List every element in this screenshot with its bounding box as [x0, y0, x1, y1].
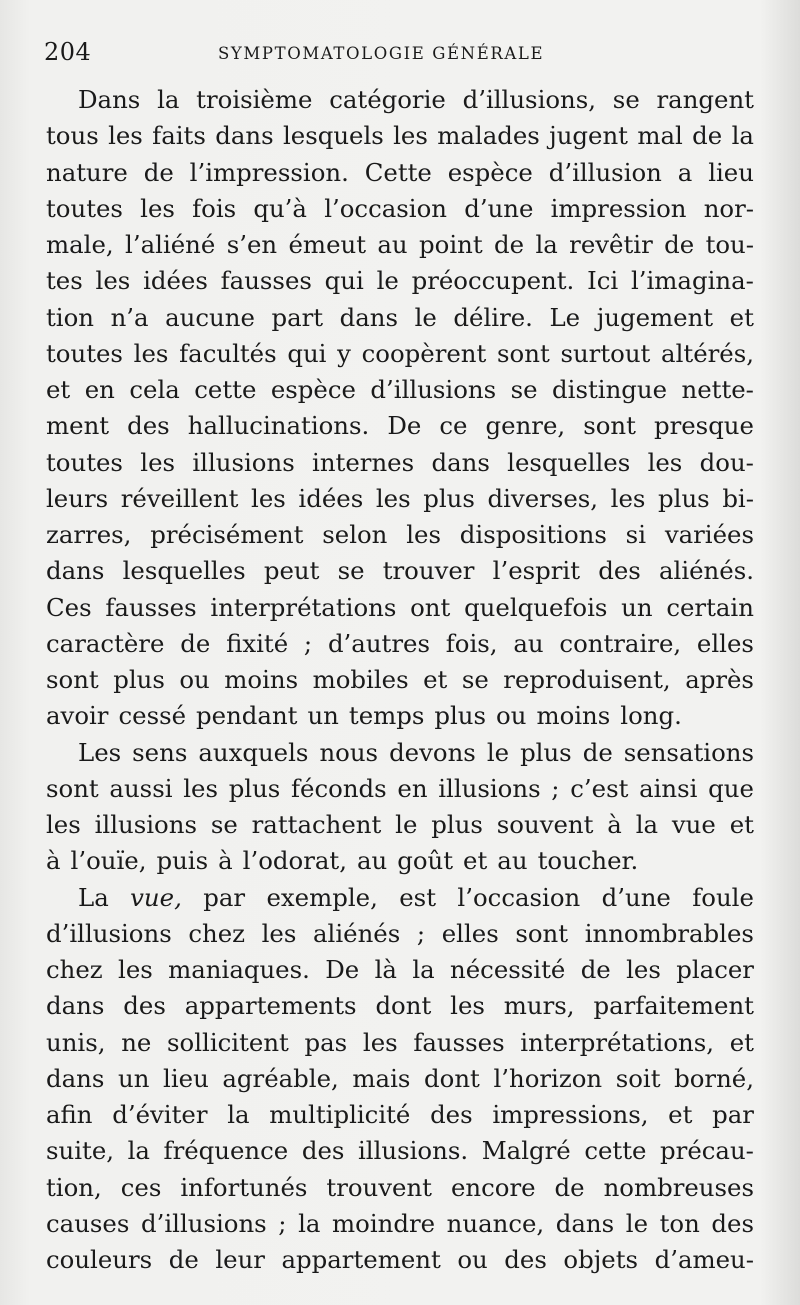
text-line: afin d’éviter la multiplicité des impressions, et par	[46, 1100, 754, 1129]
text-line: caractère de fixité ; d’autres fois, au contraire, elles	[46, 628, 754, 658]
text-line: tes les idées fausses qui le préoccupent. Ici l’imagina-	[46, 266, 754, 296]
text-line: Les sens auxquels nous devons le plus de sensations	[78, 737, 754, 767]
page-number: 204	[44, 38, 92, 66]
text-line: avoir cessé pendant un temps plus ou moins long.	[46, 701, 682, 731]
text-line: ment des hallucinations. De ce genre, sont presque	[46, 411, 754, 441]
text-line: nature de l’impression. Cette espèce d’illusion a lieu	[46, 157, 754, 187]
text-line: Dans la troisième catégorie d’illusions, se rangent	[78, 85, 754, 114]
text-line: causes d’illusions ; la moindre nuance, dans le ton des	[46, 1208, 754, 1238]
text-line: chez les maniaques. De là la nécessité de les placer	[46, 955, 754, 984]
running-title: SYMPTOMATOLOGIE GÉNÉRALE	[218, 44, 545, 63]
text-line: à l’ouïe, puis à l’odorat, au goût et au toucher.	[46, 846, 639, 876]
text-line: dans un lieu agréable, mais dont l’horizon soit borné,	[46, 1063, 754, 1093]
paragraph	[46, 880, 754, 1279]
text-line: toutes les illusions internes dans lesquelles les dou-	[46, 447, 754, 477]
paragraph	[46, 82, 754, 735]
text-line: couleurs de leur appartement ou des objets d’ameu-	[46, 1245, 754, 1274]
text-line: toutes les facultés qui y coopèrent sont surtout altérés,	[46, 338, 754, 368]
text-line: unis, ne sollicitent pas les fausses interprétations, et	[46, 1027, 754, 1057]
text-line: et en cela cette espèce d’illusions se distingue nette-	[46, 375, 754, 404]
text-line: male, l’aliéné s’en émeut au point de la revêtir de tou-	[46, 230, 754, 259]
text-line: dans des appartements dont les murs, parfaitement	[46, 991, 754, 1021]
text-line: dans lesquelles peut se trouver l’esprit des aliénés.	[46, 556, 754, 586]
text-line: tous les faits dans lesquels les malades jugent mal de la	[46, 121, 754, 151]
text-line: leurs réveillent les idées les plus diverses, les plus bi-	[46, 483, 754, 513]
text-line: zarres, précisément selon les dispositions si variées	[46, 520, 754, 549]
text-line: sont aussi les plus féconds en illusions ; c’est ainsi que	[46, 773, 754, 803]
text-line: d’illusions chez les aliénés ; elles sont innombrables	[46, 918, 754, 948]
text-line: Ces fausses interprétations ont quelquefois un certain	[46, 592, 754, 622]
running-head	[44, 38, 754, 68]
text-line: La vue, par exemple, est l’occasion d’une foule	[78, 882, 754, 912]
text-line: tion n’a aucune part dans le délire. Le jugement et	[46, 302, 754, 332]
text-line: tion, ces infortunés trouvent encore de nombreuses	[46, 1172, 754, 1202]
text-line: les illusions se rattachent le plus souvent à la vue et	[46, 810, 754, 839]
text-line: toutes les fois qu’à l’occasion d’une impression nor-	[46, 193, 754, 223]
paragraph	[46, 735, 754, 880]
text-line: suite, la fréquence des illusions. Malgré cette précau-	[46, 1136, 754, 1166]
text-line: sont plus ou moins mobiles et se reproduisent, après	[46, 665, 754, 694]
body-text	[46, 82, 754, 1278]
